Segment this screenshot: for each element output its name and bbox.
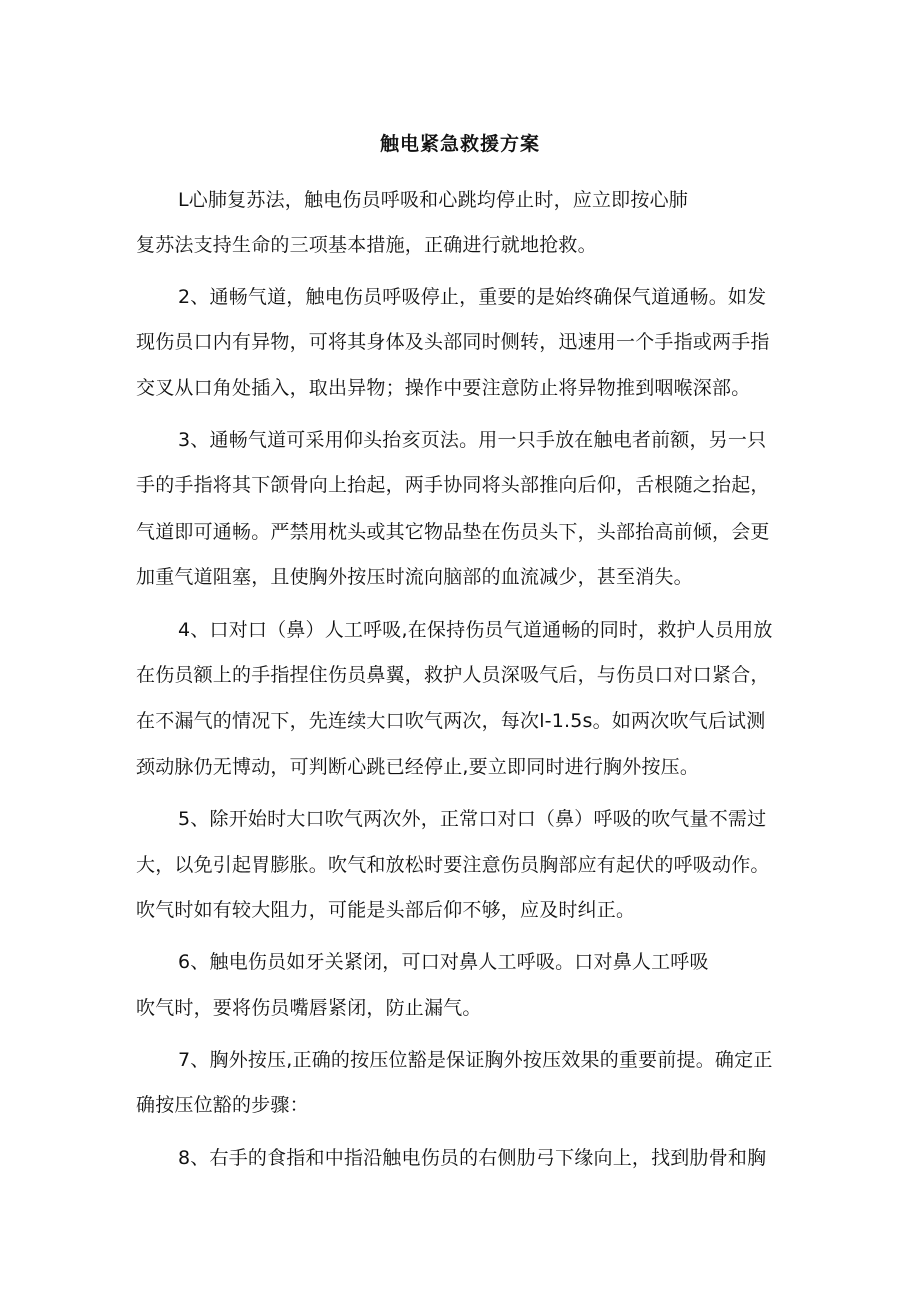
document-title: 触电紧急救援方案: [379, 133, 540, 155]
paragraph-line: 复苏法支持生命的三项基本措施，正确进行就地抢救。: [136, 234, 597, 256]
paragraph-line: 2、通畅气道，触电伤员呼吸停止，重要的是始终确保气道通畅。如发: [178, 286, 767, 308]
paragraph-line: 大，以免引起胃膨胀。吹气和放松时要注意伤员胸部应有起伏的呼吸动作。: [136, 854, 770, 876]
paragraph-line: 确按压位豁的步骤：: [136, 1094, 309, 1116]
paragraph-line: 在伤员额上的手指捏住伤员鼻翼，救护人员深吸气后，与伤员口对口紧合，: [136, 664, 770, 686]
paragraph-line: 吹气时，要将伤员嘴唇紧闭，防止漏气。: [136, 997, 482, 1019]
paragraph-line: 手的手指将其下颌骨向上抬起，两手协同将头部推向后仰，舌根随之抬起，: [136, 474, 770, 496]
paragraph-line: 5、除开始时大口吹气两次外，正常口对口（鼻）呼吸的吹气量不需过: [178, 808, 767, 830]
paragraph-line: 吹气时如有较大阻力，可能是头部后仰不够，应及时纠正。: [136, 899, 636, 921]
paragraph-line: 3、通畅气道可采用仰头抬亥页法。用一只手放在触电者前额，另一只: [178, 429, 767, 451]
paragraph-line: 颈动脉仍无博动，可判断心跳已经停止,要立即同时进行胸外按压。: [136, 756, 700, 778]
paragraph-line: 8、右手的食指和中指沿触电伤员的右侧肋弓下缘向上，找到肋骨和胸: [178, 1147, 767, 1169]
paragraph-line: 7、胸外按压,正确的按压位豁是保证胸外按压效果的重要前提。确定正: [178, 1049, 773, 1071]
paragraph-line: 现伤员口内有异物，可将其身体及头部同时侧转，迅速用一个手指或两手指: [136, 331, 770, 353]
paragraph-line: 交叉从口角处插入，取出异物；操作中要注意防止将异物推到咽喉深部。: [136, 377, 751, 399]
paragraph-line: 4、口对口（鼻）人工呼吸,在保持伤员气道通畅的同时，救护人员用放: [178, 619, 773, 641]
paragraph-line: L心肺复苏法，触电伤员呼吸和心跳均停止时，应立即按心肺: [178, 189, 688, 211]
paragraph-line: 加重气道阻塞，且使胸外按压时流向脑部的血流减少，甚至消失。: [136, 566, 693, 588]
paragraph-line: 6、触电伤员如牙关紧闭，可口对鼻人工呼吸。口对鼻人工呼吸: [178, 951, 709, 973]
paragraph-line: 气道即可通畅。严禁用枕头或其它物品垫在伤员头下，头部抬高前倾，会更: [136, 521, 770, 543]
paragraph-line: 在不漏气的情况下，先连续大口吹气两次，每次l-1.5s。如两次吹气后试测: [136, 710, 766, 732]
